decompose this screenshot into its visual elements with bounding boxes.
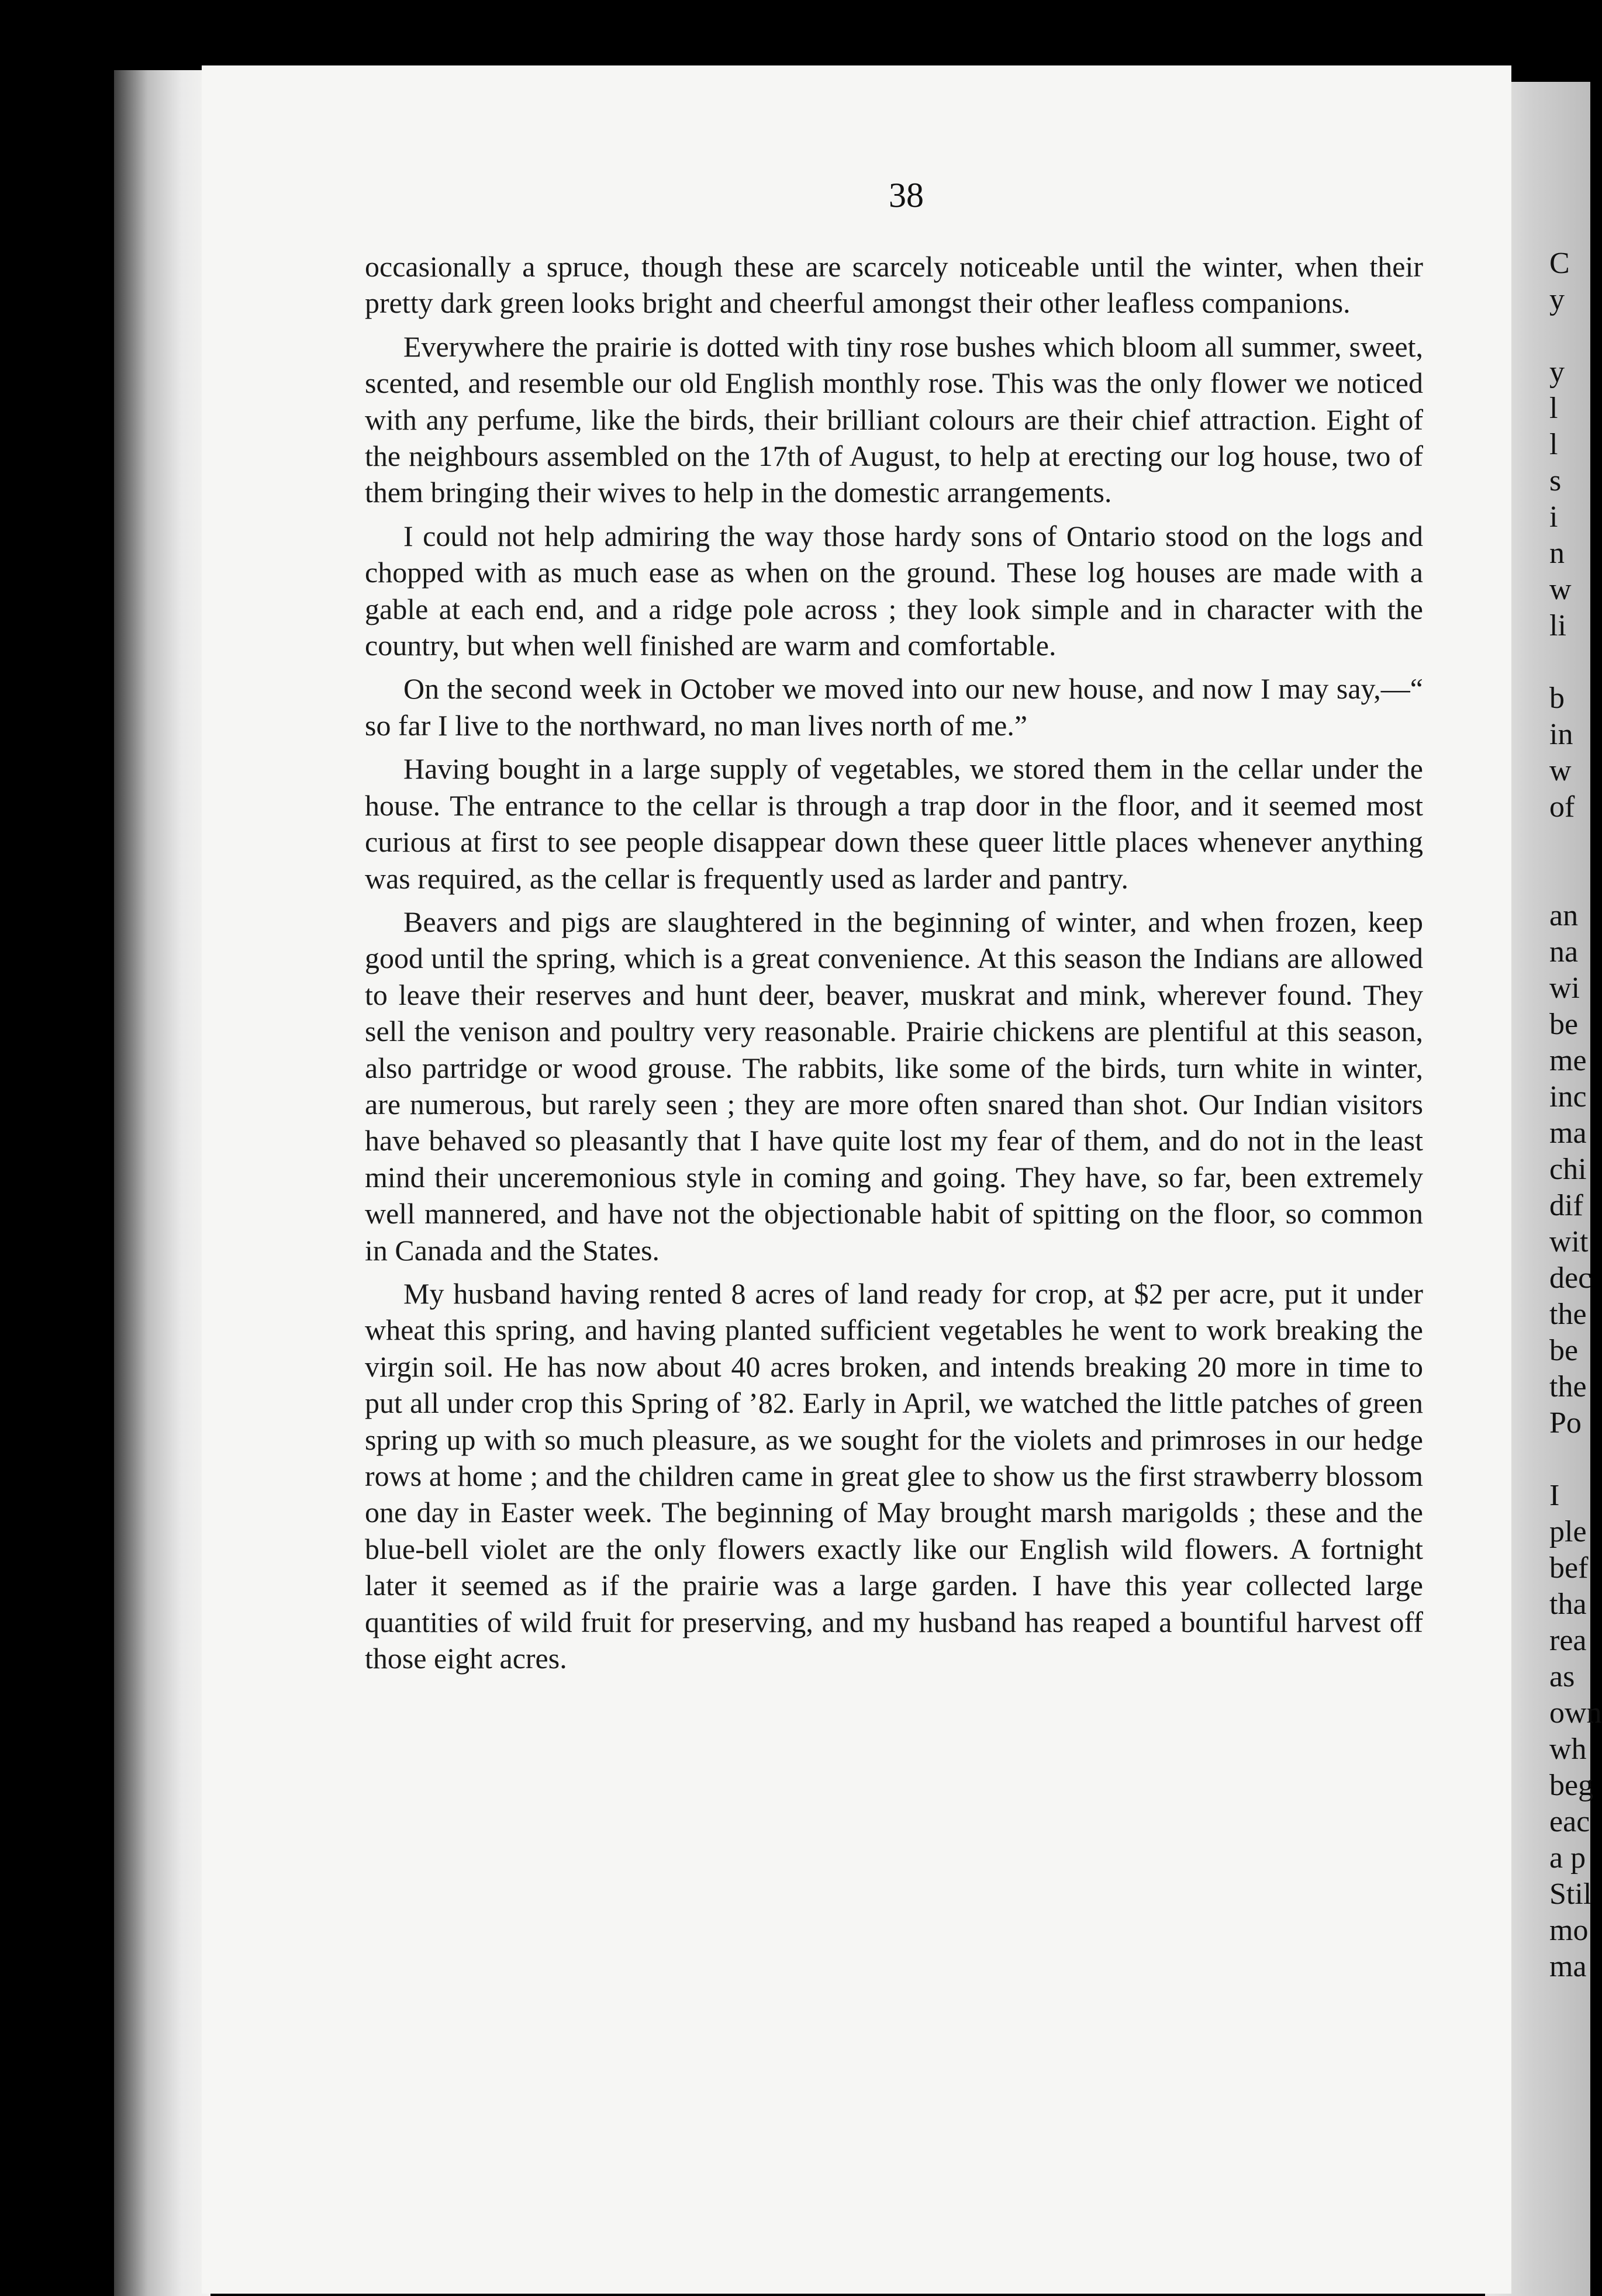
facing-page-fragment: I (1549, 1479, 1560, 1512)
facing-page-fragment: be (1549, 1334, 1579, 1367)
facing-page-fragment: b (1549, 682, 1565, 715)
facing-page-fragment: na (1549, 935, 1579, 969)
facing-page-fragment: Po (1549, 1406, 1582, 1440)
facing-page-fragment: an (1549, 899, 1579, 932)
facing-page-fragment: ma (1549, 1950, 1587, 1983)
facing-page-fragment: own (1549, 1696, 1602, 1730)
paragraph: Beavers and pigs are slaughtered in the beginning of winter, and when frozen, keep good until the spring, which is a great convenience. At this season the Indians are allowed to leave their reserves and hunt deer, beaver, muskrat and mink, wherever found. They sell the venison and poultry very reasonable. Prairie chickens are plentiful at this season, also partridge or wood grouse. The rabbits, like some of the birds, turn white in winter, are numerous, but rarely seen ; they are more often snared than shot. Our Indian visitors have behaved so pleasantly that I have quite lost my fear of them, and do not in the least mind their unceremonious style in coming and going. They have, so far, been extremely well mannered, and have not the objectionable habit of spitting on the floor, so common in Canada and the States. (365, 905, 1423, 1267)
facing-page-fragment (1549, 862, 1590, 898)
facing-page-fragment: wi (1549, 971, 1580, 1005)
paragraph: Everywhere the prairie is dotted with tiny rose bushes which bloom all summer, sweet, scented, and resemble our old English monthly rose. This was the only flower we noticed with any perfume, like the birds, their brilliant colours are their chief attraction. Eight of the neighbours assembled on the 17th of August, to help at erecting our log house, two of them bringing their wives to help in the domestic arrangements. (365, 330, 1423, 509)
facing-page-fragment: as (1549, 1660, 1575, 1693)
facing-page-fragment: the (1549, 1298, 1587, 1331)
body-text (365, 248, 1423, 1683)
facing-page-fragment: me (1549, 1044, 1587, 1077)
facing-page-fragment: dec (1549, 1261, 1592, 1295)
facing-page-fragment: n (1549, 537, 1565, 570)
facing-page-fragment: dif (1549, 1189, 1583, 1222)
facing-page-fragment: li (1549, 609, 1566, 642)
facing-page-fragment (1549, 644, 1590, 680)
paragraph: I could not help admiring the way those hardy sons of Ontario stood on the logs and chopped with as much ease as when on the ground. These log houses are made with a gable at each end, and a ridge pole across ; they look simple and in character with the country, but when well finished are warm and comfortable. (365, 519, 1423, 662)
book-spine-shadow (114, 70, 210, 2296)
facing-page-fragment: of (1549, 790, 1575, 824)
facing-page-fragment: s (1549, 464, 1562, 497)
facing-page-fragment: eac (1549, 1805, 1590, 1838)
facing-page-fragment: rea (1549, 1624, 1587, 1657)
facing-page-fragment (1549, 1441, 1590, 1478)
facing-page-fragment: be (1549, 1008, 1579, 1041)
facing-page-fragment (1549, 318, 1590, 354)
facing-page-fragment: chi (1549, 1153, 1587, 1186)
facing-page-fragment: C (1549, 247, 1570, 280)
facing-page-fragment: i (1549, 500, 1558, 534)
facing-page-fragment: beg (1549, 1769, 1594, 1802)
paragraph: My husband having rented 8 acres of land ready for crop, at $2 per acre, put it under wheat this spring, and having planted sufficient vegetables he went to work breaking the virgin soil. He has now about 40 acres broken, and intends breaking 20 more in time to put all under crop this Spring of ’82. Early in April, we watched the little patches of green spring up with so much pleasure, as we sought for the violets and primroses in our hedge rows at home ; and the children came in great glee to show us the first strawberry blossom one day in Easter week. The beginning of May brought marsh marigolds ; these and the blue-bell violet are the only flowers exactly like our English wild flowers. A fortnight later it seemed as if the prairie was a large garden. I have this year collected large quantities of wild fruit for preserving, and my husband has reaped a bountiful harvest off those eight acres. (365, 1277, 1423, 1675)
facing-page-fragment: mo (1549, 1914, 1589, 1947)
facing-page-fragment: inc (1549, 1080, 1587, 1114)
paragraph: Having bought in a large supply of vegetables, we stored them in the cellar under the house. The entrance to the cellar is through a trap door in the floor, and it seemed most curious at first to see people disappear down these queer little places whenever anything was required, as the cellar is frequently used as larder and pantry. (365, 752, 1423, 895)
facing-page-fragment: the (1549, 1370, 1587, 1403)
facing-page-fragment: tha (1549, 1588, 1587, 1621)
facing-page-fragment: ple (1549, 1515, 1587, 1548)
facing-page-fragment: wh (1549, 1733, 1587, 1766)
facing-page-fragment (1549, 825, 1590, 862)
facing-page-fragment: w (1549, 573, 1572, 606)
facing-page-fragment: w (1549, 754, 1572, 787)
facing-page-fragment: in (1549, 718, 1573, 751)
facing-page-fragment: l (1549, 392, 1558, 425)
paragraph: occasionally a spruce, though these are scarcely noticeable until the winter, when their pretty dark green looks bright and cheerful amongst their other leafless companions. (365, 250, 1423, 320)
facing-page-fragment: wit (1549, 1225, 1589, 1258)
facing-page-fragment: a p (1549, 1841, 1586, 1875)
facing-page-fragment: bef (1549, 1551, 1589, 1585)
page-number: 38 (889, 176, 924, 215)
facing-page-text-fragments (1549, 245, 1602, 1983)
facing-page-fragment: l (1549, 428, 1558, 461)
facing-page-fragment: y (1549, 283, 1565, 316)
paragraph: On the second week in October we moved into our new house, and now I may say,—“ so far I live to the northward, no man lives north of me.” (365, 672, 1423, 742)
facing-page-fragment: Stil (1549, 1877, 1592, 1911)
facing-page-fragment: y (1549, 355, 1565, 389)
facing-page-fragment: ma (1549, 1116, 1587, 1150)
